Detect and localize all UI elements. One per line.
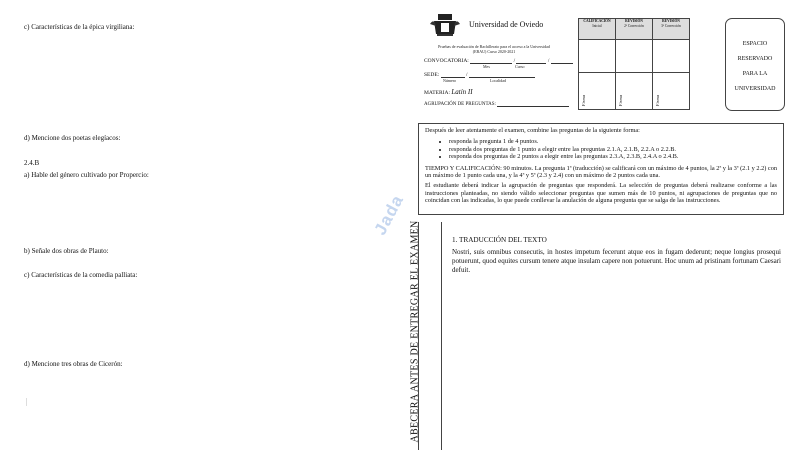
question-c-epica: c) Características de la épica virgiliana: [24, 23, 135, 31]
materia-label: MATERIA: [424, 90, 450, 96]
grade-header-inicial [579, 19, 616, 40]
grades-table [578, 18, 690, 110]
convocatoria-month-field[interactable] [516, 57, 546, 64]
firma-label: Firma [581, 94, 586, 106]
instructions-box [418, 123, 784, 215]
instructions-intro: Después de leer atentamente el examen, combine las preguntas de la siguiente forma: [425, 127, 640, 134]
student-notice: El estudiante deberá indicar la agrupación de preguntas que responderá. La selección de preguntas deberá realizarse conforme a las instrucciones planteadas, no siendo válido seleccionar preguntas que sumen más de 10 puntos, ni agrupaciones de preguntas que no coincidan con las indicadas, lo que puede conllevar la anulación de alguna pregunta que se salga de las instrucciones. [425, 182, 777, 205]
localidad-label: Localidad [490, 78, 506, 83]
agrupacion-field[interactable] [497, 100, 569, 107]
numero-label: Número [443, 78, 457, 83]
university-reserved-box [725, 18, 785, 111]
grade-header-title: REVISIÓN [625, 19, 643, 23]
instruction-item: • responda la pregunta 1 de 4 puntos. [449, 138, 777, 145]
question-d-elegiacos: d) Mencione dos poetas elegíacos: [24, 134, 121, 142]
signature-cell-inicial[interactable] [579, 73, 616, 110]
latin-text: Nostri, suis omnibus consecutis, in hostes impetum fecerunt atque eos in fugam dederunt; neque longius prosequi potuerunt, quod equites cursum tenere atque insulam capere non potuerunt. Hoc unum ad pristinam fortunam Caesari defuit. [452, 248, 781, 274]
side-strip [418, 222, 442, 450]
scan-mark [26, 398, 27, 406]
reserved-line-2: RESERVADO [737, 56, 773, 62]
grade-header-sub: Inicial [592, 24, 602, 28]
reserved-line-3: PARA LA [742, 71, 768, 77]
instructions-list [439, 138, 777, 160]
sede-number-field[interactable] [441, 71, 465, 78]
watermark: Jada [370, 191, 408, 239]
materia-row [424, 88, 473, 96]
grade-cell-revision-3[interactable] [653, 40, 690, 73]
instruction-item: • responda dos preguntas de 2 puntos a elegir entre las preguntas 2.3.A, 2.3.B, 2.4.A o 2.4.B. [449, 153, 777, 160]
reserved-line-1: ESPACIO [742, 41, 768, 47]
signature-cell-revision-2[interactable] [616, 73, 653, 110]
grade-header-sub: 2ª Corrección [624, 24, 644, 28]
sede-locality-field[interactable] [469, 71, 535, 78]
university-logo-icon [428, 12, 462, 38]
section-2-4-b: 2.4.B [24, 159, 40, 167]
side-vertical-text: ABECERA ANTES DE ENTREGAR EL EXAMEN [409, 220, 421, 443]
university-name: Universidad de Oviedo [469, 20, 544, 29]
grade-cell-inicial[interactable] [579, 40, 616, 73]
convocatoria-year-field[interactable] [551, 57, 573, 64]
question-a-propercio: a) Hable del género cultivado por Propercio: [24, 171, 149, 179]
grade-header-revision-2 [616, 19, 653, 40]
reserved-line-4: UNIVERSIDAD [734, 86, 776, 92]
exam-subtitle [424, 44, 564, 54]
curso-label: Curso [515, 64, 525, 69]
grade-header-title: REVISIÓN [662, 19, 680, 23]
materia-value: Latín II [451, 88, 473, 96]
question-c-palliata: c) Características de la comedia palliata: [24, 271, 138, 279]
firma-label: Firma [618, 94, 623, 106]
question-b-plauto: b) Señale dos obras de Plauto: [24, 247, 109, 255]
convocatoria-row: CONVOCATORIA: / / [424, 57, 573, 64]
grade-cell-revision-2[interactable] [616, 40, 653, 73]
grade-header-sub: 3ª Corrección [661, 24, 681, 28]
question-d-ciceron: d) Mencione tres obras de Cicerón: [24, 360, 123, 368]
signature-cell-revision-3[interactable] [653, 73, 690, 110]
instruction-item: • responda dos preguntas de 1 punto a elegir entre las preguntas 2.1.A, 2.1.B, 2.2.A o 2.2.B. [449, 146, 777, 153]
convocatoria-day-field[interactable] [470, 57, 512, 64]
grade-header-title: CALIFICACIÓN [583, 19, 611, 23]
mes-label: Mes [483, 64, 490, 69]
grade-header-revision-3 [653, 19, 690, 40]
convocatoria-label: CONVOCATORIA: [424, 58, 469, 64]
agrupacion-label: AGRUPACIÓN DE PREGUNTAS: [424, 102, 496, 107]
subtitle-line-2: (EBAU) Curso 2020-2021 [472, 49, 516, 54]
sede-row: SEDE: / [424, 71, 535, 78]
sede-label: SEDE: [424, 72, 440, 78]
subtitle-line-1: Pruebas de evaluación de Bachillerato para el acceso a la Universidad [438, 44, 550, 49]
translation-title: 1. TRADUCCIÓN DEL TEXTO [452, 236, 547, 244]
agrupacion-row [424, 100, 569, 107]
time-and-grading: TIEMPO Y CALIFICACIÓN: 90 minutos. La pregunta 1ª (traducción) se calificará con un máximo de 4 puntos, la 2ª y la 3ª (2.1 y 2.2) con un máximo de 1 punto cada una, y la 4ª y 5ª (2.3 y 2.4) con un máximo de 2 puntos cada una. [425, 164, 777, 180]
firma-label: Firma [655, 94, 660, 106]
